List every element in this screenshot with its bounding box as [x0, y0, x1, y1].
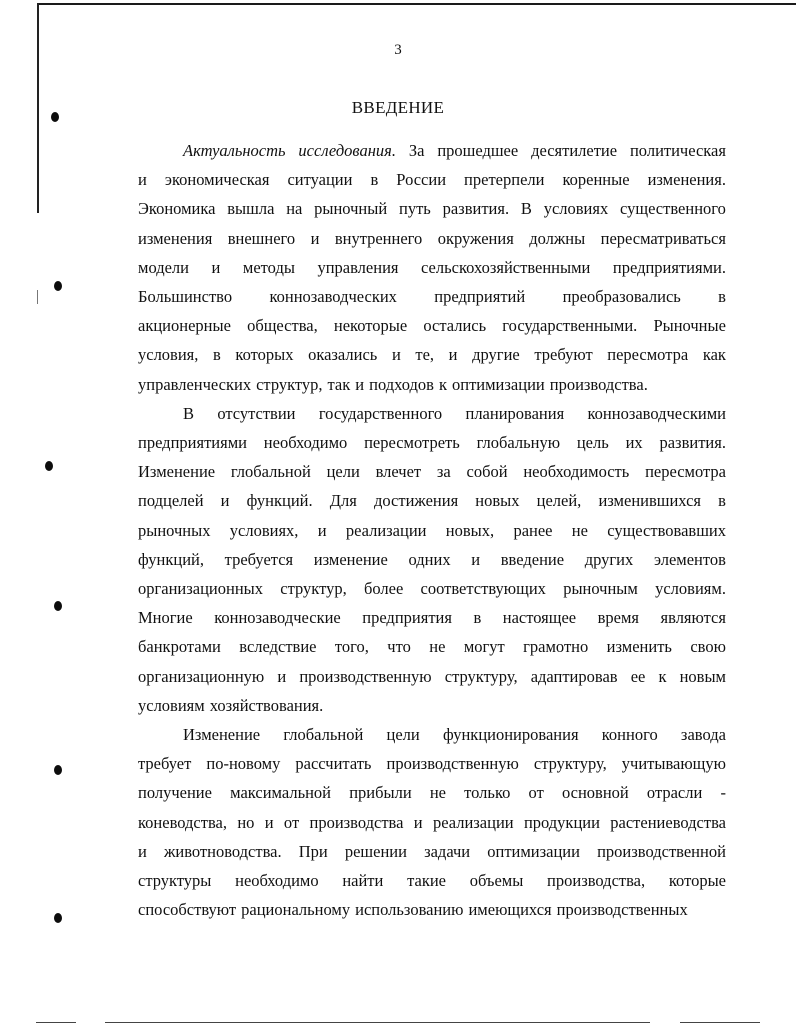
word: структуру,: [444, 667, 518, 686]
word: производственных: [556, 900, 688, 919]
word: государственными.: [502, 316, 638, 335]
word: функций.: [246, 491, 313, 510]
word: отрасли: [646, 783, 703, 802]
word: на: [286, 199, 303, 218]
scan-border-bottom: [36, 1022, 76, 1023]
word: акционерные: [138, 316, 231, 335]
word: использованию: [355, 900, 464, 919]
word: цели: [386, 725, 420, 744]
text-line: [138, 782, 726, 804]
text-line: [138, 841, 726, 863]
word: оказались: [308, 345, 378, 364]
word: развития.: [659, 433, 726, 452]
word: некоторые: [333, 316, 408, 335]
word: Большинство: [138, 287, 233, 306]
word: адаптировав: [530, 667, 618, 686]
text-line: [138, 315, 726, 337]
word: Экономика: [138, 199, 216, 218]
text-line: [183, 403, 726, 425]
word: рыночным: [563, 579, 638, 598]
word: общества,: [247, 316, 318, 335]
word: завода: [680, 725, 726, 744]
word: исследования.: [298, 141, 396, 160]
word: того,: [334, 637, 369, 656]
binding-hole-mark: [45, 461, 53, 471]
word: коннозаводческие: [214, 608, 341, 627]
word: основной: [561, 783, 629, 802]
word: глобальной: [230, 462, 311, 481]
word: и: [391, 345, 401, 364]
word: Рыночные: [653, 316, 726, 335]
text-line: [138, 870, 726, 892]
text-line: [138, 286, 726, 308]
word: производственную: [299, 667, 432, 686]
word: растениеводства: [610, 813, 726, 832]
word: по-новому: [206, 754, 281, 773]
word: ситуации: [287, 170, 353, 189]
word: изменение: [313, 550, 388, 569]
word: цель: [576, 433, 609, 452]
word: коннозаводческими: [587, 404, 726, 423]
word: глобальной: [283, 725, 364, 744]
word: изменения: [138, 229, 213, 248]
word: Многие: [138, 608, 193, 627]
word: изменившихся: [598, 491, 701, 510]
word: структур,: [280, 579, 347, 598]
word: свою: [690, 637, 726, 656]
word: новых,: [445, 521, 495, 540]
word: и: [448, 345, 458, 364]
word: введение: [500, 550, 565, 569]
word: к: [438, 375, 447, 394]
word: но: [237, 813, 255, 832]
page-number: 3: [394, 42, 402, 58]
binding-hole-mark: [54, 281, 62, 291]
word: существенного: [620, 199, 726, 218]
text-line: [138, 520, 726, 542]
text-line: [138, 490, 726, 512]
word: пересматриваться: [600, 229, 726, 248]
word: рациональному: [241, 900, 351, 919]
word: решении: [344, 842, 407, 861]
word: подцелей: [138, 491, 204, 510]
word: от: [528, 783, 544, 802]
text-line: [138, 228, 726, 250]
word: целей,: [536, 491, 582, 510]
text-line: [183, 724, 726, 746]
word: Изменение: [138, 462, 216, 481]
word: рассчитать: [295, 754, 372, 773]
word: методы: [242, 258, 295, 277]
word: максимальной: [230, 783, 332, 802]
word: собой: [466, 462, 508, 481]
word: необходимость: [523, 462, 630, 481]
word: производственной: [597, 842, 726, 861]
word: Актуальность: [183, 141, 286, 160]
text-line: [138, 257, 726, 279]
word: Изменение: [183, 725, 261, 744]
word: модели: [138, 258, 189, 277]
word: в: [718, 287, 726, 306]
word: десятилетие: [531, 141, 618, 160]
text-line: [138, 169, 726, 191]
binding-hole-mark: [54, 601, 62, 611]
word: получение: [138, 783, 212, 802]
word: предприятиями: [138, 433, 247, 452]
text-line: [138, 666, 726, 688]
word: условия,: [138, 345, 199, 364]
word: окружения: [437, 229, 514, 248]
word: планирования: [465, 404, 565, 423]
word: в: [718, 491, 726, 510]
word: и: [413, 813, 423, 832]
word: условиям: [138, 696, 205, 715]
word: и: [138, 842, 147, 861]
scan-border-bottom: [680, 1022, 760, 1023]
text-line: [138, 344, 726, 366]
word: не: [429, 783, 446, 802]
word: подходов: [369, 375, 434, 394]
word: одних: [408, 550, 451, 569]
word: требует: [138, 754, 192, 773]
word: изменить: [606, 637, 672, 656]
word: в: [473, 608, 482, 627]
word: в: [213, 345, 221, 364]
word: вследствие: [239, 637, 317, 656]
word: другие: [472, 345, 520, 364]
word: изменения.: [647, 170, 726, 189]
word: настоящее: [502, 608, 577, 627]
word: ее: [630, 667, 646, 686]
word: прибыли: [349, 783, 412, 802]
word: претерпели: [464, 170, 545, 189]
word: пересмотреть: [364, 433, 460, 452]
word: внешнего: [227, 229, 296, 248]
word: найти: [342, 871, 384, 890]
word: не: [429, 637, 446, 656]
word: грамотно: [523, 637, 589, 656]
word: развития.: [442, 199, 510, 218]
word: предприятия: [362, 608, 452, 627]
word: рыночных: [138, 521, 211, 540]
word: вышла: [227, 199, 275, 218]
text-line: [138, 607, 726, 629]
text-line: [138, 753, 726, 775]
word: организационную: [138, 667, 265, 686]
scan-border-bottom: [105, 1022, 650, 1023]
scan-mark-left: [37, 290, 38, 304]
word: структур,: [256, 375, 323, 394]
text-line: [138, 695, 726, 717]
word: коренные: [562, 170, 630, 189]
word: структуры: [138, 871, 212, 890]
binding-hole-mark: [54, 913, 62, 923]
word: и: [355, 375, 365, 394]
scan-border-top: [38, 3, 796, 5]
text-line: [138, 432, 726, 454]
word: В: [183, 404, 195, 423]
word: имеющихся: [468, 900, 552, 919]
word: производственную: [386, 754, 519, 773]
word: экономическая: [164, 170, 270, 189]
word: новым: [679, 667, 726, 686]
word: оптимизации: [452, 375, 545, 394]
word: влечет: [375, 462, 422, 481]
word: способствуют: [138, 900, 237, 919]
word: являются: [660, 608, 726, 627]
word: В: [520, 199, 532, 218]
word: требуют: [534, 345, 593, 364]
word: глобальную: [476, 433, 561, 452]
word: условиях,: [229, 521, 299, 540]
word: и: [471, 550, 481, 569]
word: отсутствии: [217, 404, 296, 423]
word: и: [220, 491, 230, 510]
word: в: [370, 170, 379, 189]
word: достижения: [373, 491, 459, 510]
word: остались: [423, 316, 487, 335]
word: хозяйствования.: [209, 696, 324, 715]
word: такие: [407, 871, 446, 890]
text-line: [183, 140, 726, 162]
word: элементов: [653, 550, 726, 569]
word: от: [283, 813, 300, 832]
word: предприятиями.: [612, 258, 726, 277]
word: не: [571, 521, 588, 540]
word: коннозаводческих: [269, 287, 397, 306]
word: и: [277, 667, 287, 686]
word: условиях: [543, 199, 609, 218]
word: путь: [398, 199, 431, 218]
word: пересмотра: [645, 462, 726, 481]
word: как: [702, 345, 726, 364]
word: должны: [529, 229, 586, 248]
word: так: [327, 375, 351, 394]
word: продукции: [523, 813, 600, 832]
word: ранее: [513, 521, 553, 540]
text-line: [138, 198, 726, 220]
word: их: [625, 433, 643, 452]
word: реализации: [432, 813, 514, 832]
word: прошедшее: [437, 141, 519, 160]
word: других: [584, 550, 634, 569]
word: России: [396, 170, 447, 189]
word: учитывающую: [621, 754, 726, 773]
word: условиям.: [655, 579, 726, 598]
word: животноводства.: [163, 842, 282, 861]
word: рыночный: [314, 199, 388, 218]
word: которых: [235, 345, 294, 364]
word: время: [597, 608, 640, 627]
word: что: [387, 637, 411, 656]
word: объемы: [469, 871, 524, 890]
word: и: [211, 258, 221, 277]
word: те,: [415, 345, 435, 364]
word: и: [310, 229, 320, 248]
text-line: [138, 812, 726, 834]
word: пересмотра: [607, 345, 689, 364]
word: и: [138, 170, 147, 189]
word: конного: [601, 725, 658, 744]
word: государственного: [318, 404, 443, 423]
word: сельскохозяйственными: [421, 258, 591, 277]
word: коневодства,: [138, 813, 227, 832]
word: преобразовались: [562, 287, 681, 306]
word: производства: [309, 813, 404, 832]
text-line: [138, 374, 726, 396]
word: -: [720, 783, 726, 802]
word: задачи: [424, 842, 471, 861]
word: необходимо: [263, 433, 348, 452]
word: только: [464, 783, 511, 802]
word: банкротами: [138, 637, 221, 656]
word: Для: [329, 491, 357, 510]
word: и: [317, 521, 327, 540]
binding-hole-mark: [54, 765, 62, 775]
word: управления: [317, 258, 399, 277]
word: новых: [475, 491, 520, 510]
word: необходимо: [235, 871, 319, 890]
word: функционирования: [442, 725, 579, 744]
word: За: [408, 141, 425, 160]
word: производства.: [549, 375, 648, 394]
text-line: [138, 549, 726, 571]
text-line: [138, 636, 726, 658]
word: При: [298, 842, 328, 861]
word: могут: [463, 637, 505, 656]
text-line: [138, 461, 726, 483]
section-heading: ВВЕДЕНИЕ: [351, 98, 445, 117]
word: структуру,: [533, 754, 607, 773]
word: существовавших: [607, 521, 726, 540]
word: внутреннего: [334, 229, 423, 248]
word: за: [436, 462, 451, 481]
word: организационных: [138, 579, 263, 598]
word: функций,: [138, 550, 204, 569]
word: требуется: [224, 550, 294, 569]
word: более: [363, 579, 404, 598]
word: политическая: [629, 141, 726, 160]
word: цели: [326, 462, 360, 481]
text-line: [138, 578, 726, 600]
word: предприятий: [434, 287, 526, 306]
word: к: [658, 667, 667, 686]
word: которые: [668, 871, 726, 890]
word: реализации: [345, 521, 427, 540]
word: управленческих: [138, 375, 252, 394]
word: оптимизации: [487, 842, 580, 861]
word: и: [264, 813, 274, 832]
word: производства,: [547, 871, 646, 890]
word: соответствующих: [420, 579, 546, 598]
text-line: [138, 899, 726, 921]
